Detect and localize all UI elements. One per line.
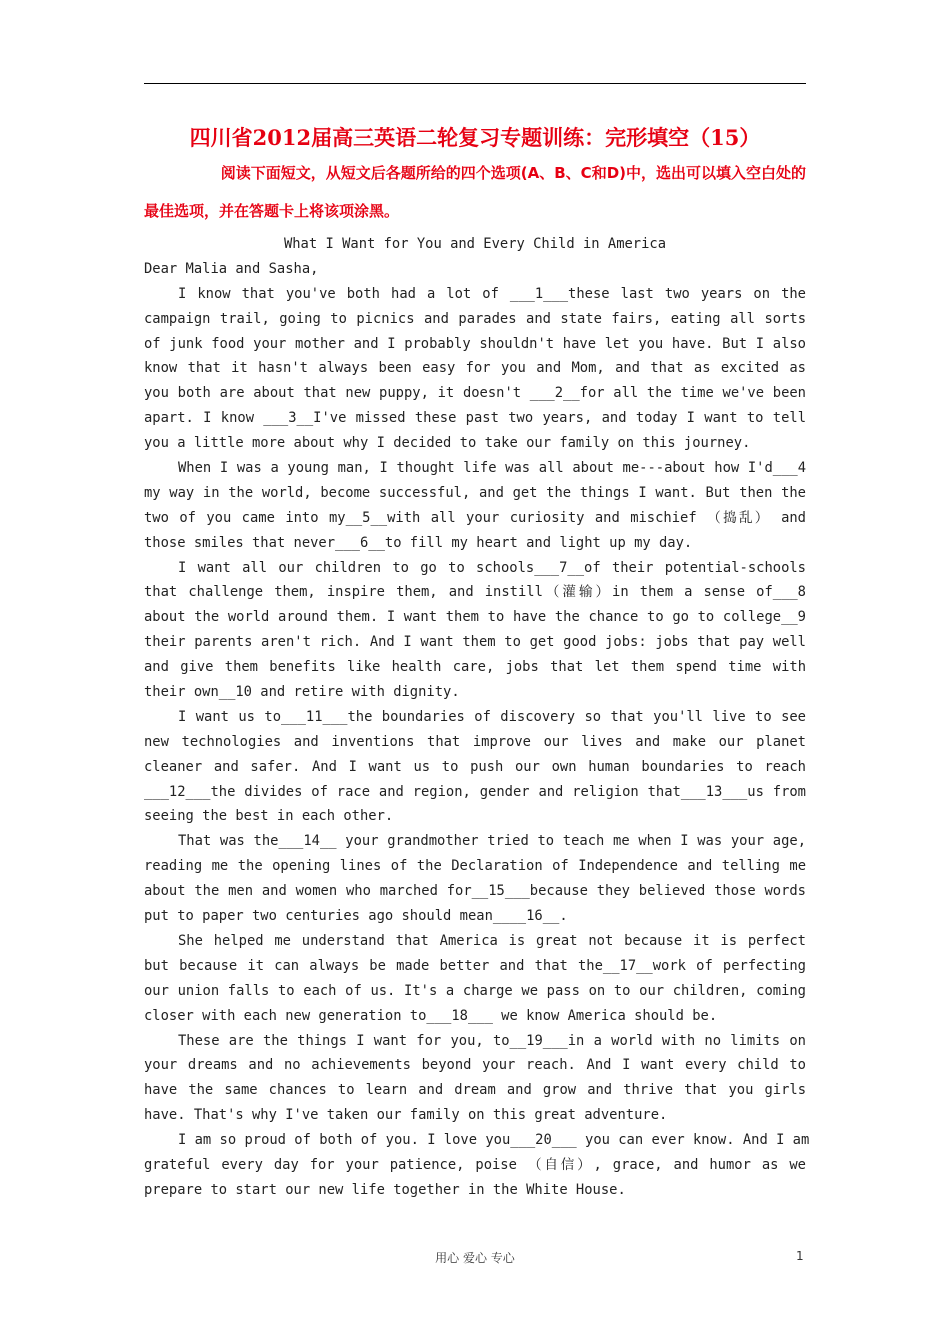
passage-line: I want us to___11___the boundaries of discovery so that you'll live to see (178, 708, 806, 725)
passage-line: cleaner and safer. And I want us to push our own human boundaries to reach (144, 758, 806, 775)
passage-line: I want all our children to go to schools___7__of their potential-schools (178, 559, 806, 576)
passage-line: those smiles that never___6__to fill my heart and light up my day. (144, 534, 693, 551)
passage-line: your dreams and no achievements beyond your reach. And I want every child to (144, 1057, 806, 1074)
passage-line: have. That's why I've taken our family on this great adventure. (144, 1107, 668, 1124)
passage-line: apart. I know ___3__I've missed these past two years, and today I want to tell (144, 410, 806, 427)
footer-slogan: 用心 爱心 专心 (435, 1251, 515, 1265)
salutation: Dear Malia and Sasha, (144, 260, 319, 277)
passage-line: you both are about that new puppy, it doesn't ___2__for all the time we've been (144, 385, 806, 402)
header-rule (144, 83, 806, 84)
passage-line: campaign trail, going to picnics and parades and state fairs, eating all sorts (144, 310, 806, 327)
passage-line: reading me the opening lines of the Declaration of Independence and telling me (144, 858, 806, 875)
passage-line: I am so proud of both of you. I love you___20___ you can ever know. And I am (178, 1132, 810, 1149)
passage-line: That was the___14__ your grandmother tried to teach me when I was your age, (178, 833, 806, 850)
passage-line: closer with each new generation to___18___ we know America should be. (144, 1007, 718, 1024)
passage-line: but because it can always be made better and that the__17__work of perfecting (144, 957, 806, 974)
passage-line: about the men and women who marched for__15___because they believed those words (144, 883, 806, 900)
passage-line: about the world around them. I want them to have the chance to go to college__9 (144, 609, 806, 626)
passage-line: new technologies and inventions that improve our lives and make our planet (144, 733, 806, 750)
passage-line: grateful every day for your patience, poise （自信）, grace, and humor as we (144, 1156, 806, 1173)
passage-line: you a little more about why I decided to take our family on this journey. (144, 435, 751, 452)
page-title: 四川省2012届高三英语二轮复习专题训练：完形填空（15） (189, 125, 761, 150)
passage-line: put to paper two centuries ago should mean____16__. (144, 908, 568, 925)
passage-line: These are the things I want for you, to__19___in a world with no limits on (178, 1032, 806, 1049)
passage-line: She helped me understand that America is great not because it is perfect (178, 932, 806, 949)
passage-line: that challenge them, inspire them, and instill（灌输）in them a sense of___8 (144, 584, 806, 601)
passage-line: our union falls to each of us. It's a charge we pass on to our children, coming (144, 982, 806, 999)
passage-body (144, 232, 810, 1203)
passage-line: of junk food your mother and I probably shouldn't have let you have. But I also (144, 335, 806, 352)
passage-line: and give them benefits like health care, jobs that let them spend time with (144, 659, 806, 676)
passage-line: When I was a young man, I thought life was all about me---about how I'd___4 (178, 460, 806, 477)
passage-line: two of you came into my__5__with all your curiosity and mischief （捣乱） and (144, 509, 806, 526)
passage-line: I know that you've both had a lot of ___1___these last two years on the (178, 285, 806, 302)
passage-line: ___12___the divides of race and region, gender and religion that___13___us from (144, 783, 806, 800)
passage-line: prepare to start our new life together in the White House. (144, 1181, 626, 1198)
passage-title: What I Want for You and Every Child in America (283, 236, 667, 252)
page-number: 1 (796, 1249, 804, 1263)
passage-line: my way in the world, become successful, and get the things I want. But then the (144, 484, 806, 501)
passage-line: know that it hasn't always been easy for you and Mom, and that as excited as (144, 360, 806, 377)
instructions-line-2: 最佳选项，并在答题卡上将该项涂黑。 (144, 202, 400, 220)
passage-line: have the same chances to learn and dream and grow and thrive that you girls (144, 1082, 806, 1099)
instructions-line-1: 阅读下面短文，从短文后各题所给的四个选项(A、B、C和D)中，选出可以填入空白处的 (220, 164, 806, 182)
passage-line: their own__10 and retire with dignity. (144, 684, 460, 701)
passage-line: seeing the best in each other. (144, 808, 394, 825)
passage-line: their parents aren't rich. And I want them to get good jobs: jobs that pay well (144, 634, 806, 651)
